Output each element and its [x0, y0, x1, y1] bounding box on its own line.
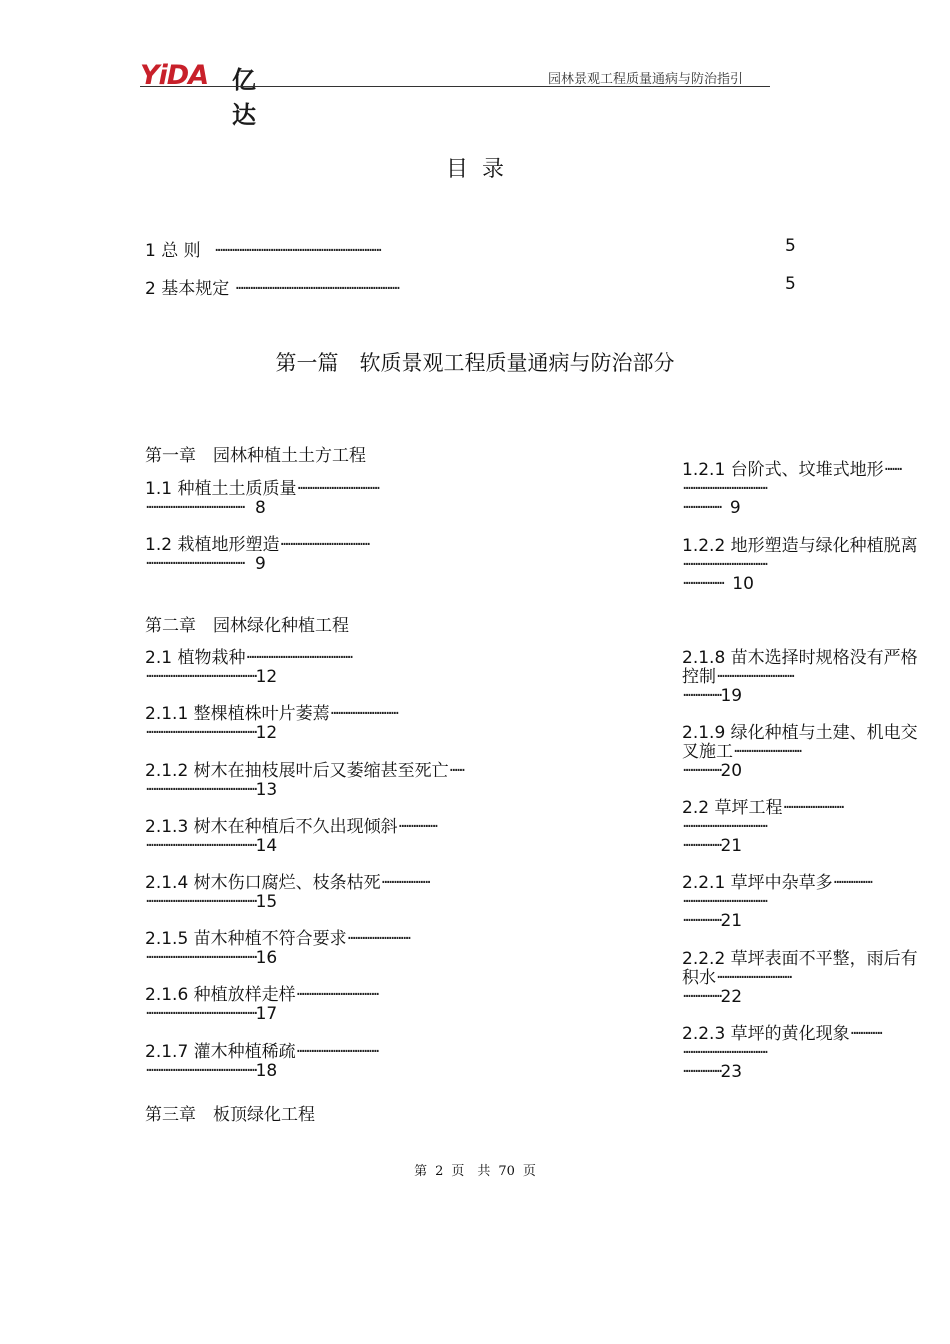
- leader-dots: ················: [682, 686, 721, 706]
- toc-entry[interactable]: [682, 950, 918, 1007]
- toc-entry[interactable]: [682, 537, 918, 594]
- toc-entry-page: 21: [720, 836, 743, 856]
- toc-entry[interactable]: [682, 724, 918, 781]
- leader-dots: ·····································: [279, 535, 369, 555]
- leader-dots: ·······························: [716, 968, 791, 988]
- toc-entry-page: 16: [255, 948, 278, 968]
- footer-total-pages: 70: [498, 1164, 515, 1179]
- leader-dots: ·····································································: [214, 241, 380, 261]
- toc-entry-page: 9: [729, 498, 741, 518]
- chapter-heading: 第二章 园林绿化种植工程: [145, 616, 349, 636]
- toc-entry-page: 20: [720, 761, 743, 781]
- leader-dots: ··································: [295, 985, 378, 1005]
- toc-entry-label: 2.1.6 种植放样走样: [145, 985, 296, 1005]
- toc-entry[interactable]: [145, 649, 351, 687]
- toc-entry[interactable]: [682, 1025, 881, 1082]
- leader-dots: ····························: [733, 742, 801, 762]
- toc-entry-page: 22: [720, 987, 743, 1007]
- toc-entry-label: 1.2.2 地形塑造与绿化种植脱离: [682, 536, 918, 556]
- toc-entry-page: 15: [255, 892, 278, 912]
- leader-dots: ················: [682, 498, 721, 518]
- toc-entry[interactable]: [145, 480, 378, 518]
- leader-dots: ···································: [682, 479, 767, 499]
- toc-entry[interactable]: [145, 874, 429, 912]
- toc-entry-label-continued: 积水: [682, 968, 716, 988]
- toc-entry-label: 2.2 草坪工程: [682, 798, 783, 818]
- toc-entry-page: 5: [785, 236, 796, 256]
- toc-entry-general[interactable]: [145, 236, 796, 261]
- page-footer: [0, 1160, 950, 1179]
- toc-entry-label: 2.1.1 整棵植株叶片萎蔫: [145, 704, 330, 724]
- leader-dots: ··············································: [145, 1004, 256, 1024]
- leader-dots: ··························: [346, 929, 410, 949]
- toc-entry-label: 2.1.8 苗木选择时规格没有严格: [682, 648, 918, 668]
- toc-entry-label: 2.1.5 苗木种植不符合要求: [145, 929, 347, 949]
- leader-dots: ··············································: [145, 836, 256, 856]
- leader-dots: ············································: [245, 648, 352, 668]
- leader-dots: ·············: [849, 1024, 881, 1044]
- toc-entry-label: 2.1.4 树木伤口腐烂、枝条枯死: [145, 873, 381, 893]
- leader-dots: ···································: [682, 555, 767, 575]
- leader-dots: ··············································: [145, 892, 256, 912]
- toc-entry[interactable]: [145, 1043, 377, 1081]
- toc-entry-label: 2.1.2 树木在抽枝展叶后又萎缩甚至死亡: [145, 761, 449, 781]
- toc-entry-page: 9: [254, 554, 266, 574]
- toc-entry[interactable]: [145, 986, 377, 1024]
- footer-mid: 页 共: [451, 1164, 491, 1179]
- leader-dots: ················: [682, 911, 721, 931]
- footer-prefix: 第: [414, 1164, 428, 1179]
- leader-dots: ················: [682, 1062, 721, 1082]
- toc-entry-page: 5: [785, 274, 796, 294]
- toc-entry-label: 2.1.9 绿化种植与土建、机电交: [682, 723, 918, 743]
- toc-entry-label: 1.2.1 台阶式、坟堆式地形: [682, 460, 884, 480]
- toc-entry-page: 13: [255, 780, 278, 800]
- toc-entry-label: 1.2 栽植地形塑造: [145, 535, 280, 555]
- logo-english-text: YiDA: [140, 60, 209, 91]
- toc-entry-label: 2.2.1 草坪中杂草多: [682, 873, 833, 893]
- toc-entry[interactable]: [682, 649, 918, 706]
- toc-entry[interactable]: [145, 762, 463, 800]
- leader-dots: ··································: [295, 1042, 378, 1062]
- toc-entry-page: 8: [254, 498, 266, 518]
- leader-dots: ·········································: [145, 498, 244, 518]
- leader-dots: ·························: [782, 798, 843, 818]
- toc-entry-page: 18: [255, 1061, 278, 1081]
- leader-dots: ··············································: [145, 723, 256, 743]
- toc-entry-basic-rules[interactable]: [145, 274, 796, 299]
- toc-entry-label: 1.1 种植土土质质量: [145, 479, 297, 499]
- leader-dots: ···································: [682, 1043, 767, 1063]
- leader-dots: ······: [448, 761, 464, 781]
- toc-entry-page: 12: [255, 723, 278, 743]
- leader-dots: ··············································: [145, 1061, 256, 1081]
- toc-entry[interactable]: [682, 874, 871, 931]
- leader-dots: ·······: [883, 460, 901, 480]
- toc-entry-page: 19: [720, 686, 743, 706]
- footer-current-page: 2: [435, 1164, 444, 1179]
- leader-dots: ····················: [380, 873, 429, 893]
- toc-entry-label: 2.1.7 灌木种植稀疏: [145, 1042, 296, 1062]
- leader-dots: ··············································: [145, 780, 256, 800]
- toc-entry-page: 23: [720, 1062, 743, 1082]
- leader-dots: ················: [682, 761, 721, 781]
- leader-dots: ··············································: [145, 667, 256, 687]
- leader-dots: ···································: [682, 817, 767, 837]
- leader-dots: ·········································: [145, 554, 244, 574]
- toc-entry-label: 2.1 植物栽种: [145, 648, 246, 668]
- toc-heading: 目录: [445, 157, 518, 182]
- toc-entry-page: 14: [255, 836, 278, 856]
- toc-entry-label: 2.2.2 草坪表面不平整，雨后有: [682, 949, 918, 969]
- footer-suffix: 页: [522, 1164, 536, 1179]
- leader-dots: ················: [682, 836, 721, 856]
- toc-entry[interactable]: [682, 799, 843, 856]
- toc-entry-label-continued: 控制: [682, 667, 716, 687]
- toc-entry-label: 2 基本规定: [145, 279, 230, 299]
- chapter-heading: 第一章 园林种植土土方工程: [145, 446, 366, 466]
- leader-dots: ···································: [682, 892, 767, 912]
- leader-dots: ····························: [329, 704, 397, 724]
- leader-dots: ··································: [296, 479, 379, 499]
- toc-entry-page: 12: [255, 667, 278, 687]
- toc-entry-label-continued: 叉施工: [682, 742, 733, 762]
- chapter-heading: 第三章 板顶绿化工程: [145, 1105, 315, 1125]
- logo-chinese-text: 亿达: [232, 66, 256, 129]
- toc-entry-label: 2.1.3 树木在种植后不久出现倾斜: [145, 817, 398, 837]
- toc-entry[interactable]: [145, 705, 397, 743]
- leader-dots: ····································································: [234, 279, 399, 299]
- toc-entry-page: 21: [720, 911, 743, 931]
- leader-dots: ················: [682, 987, 721, 1007]
- part-title: 第一篇 软质景观工程质量通病与防治部分: [275, 351, 675, 375]
- toc-entry-page: 10: [732, 574, 754, 594]
- toc-entry-label: 2.2.3 草坪的黄化现象: [682, 1024, 850, 1044]
- toc-entry[interactable]: [145, 930, 409, 968]
- toc-entry[interactable]: [682, 461, 901, 518]
- leader-dots: ················: [397, 817, 437, 837]
- leader-dots: ································: [716, 667, 793, 687]
- leader-dots: ················: [832, 873, 872, 893]
- header-divider: [140, 86, 770, 87]
- leader-dots: ·················: [682, 574, 723, 594]
- leader-dots: ··············································: [145, 948, 256, 968]
- toc-entry[interactable]: [145, 536, 368, 574]
- toc-entry[interactable]: [145, 818, 436, 856]
- toc-entry-label: 1 总 则: [145, 241, 201, 261]
- document-title: 园林景观工程质量通病与防治指引: [548, 72, 744, 87]
- toc-entry-page: 17: [255, 1004, 278, 1024]
